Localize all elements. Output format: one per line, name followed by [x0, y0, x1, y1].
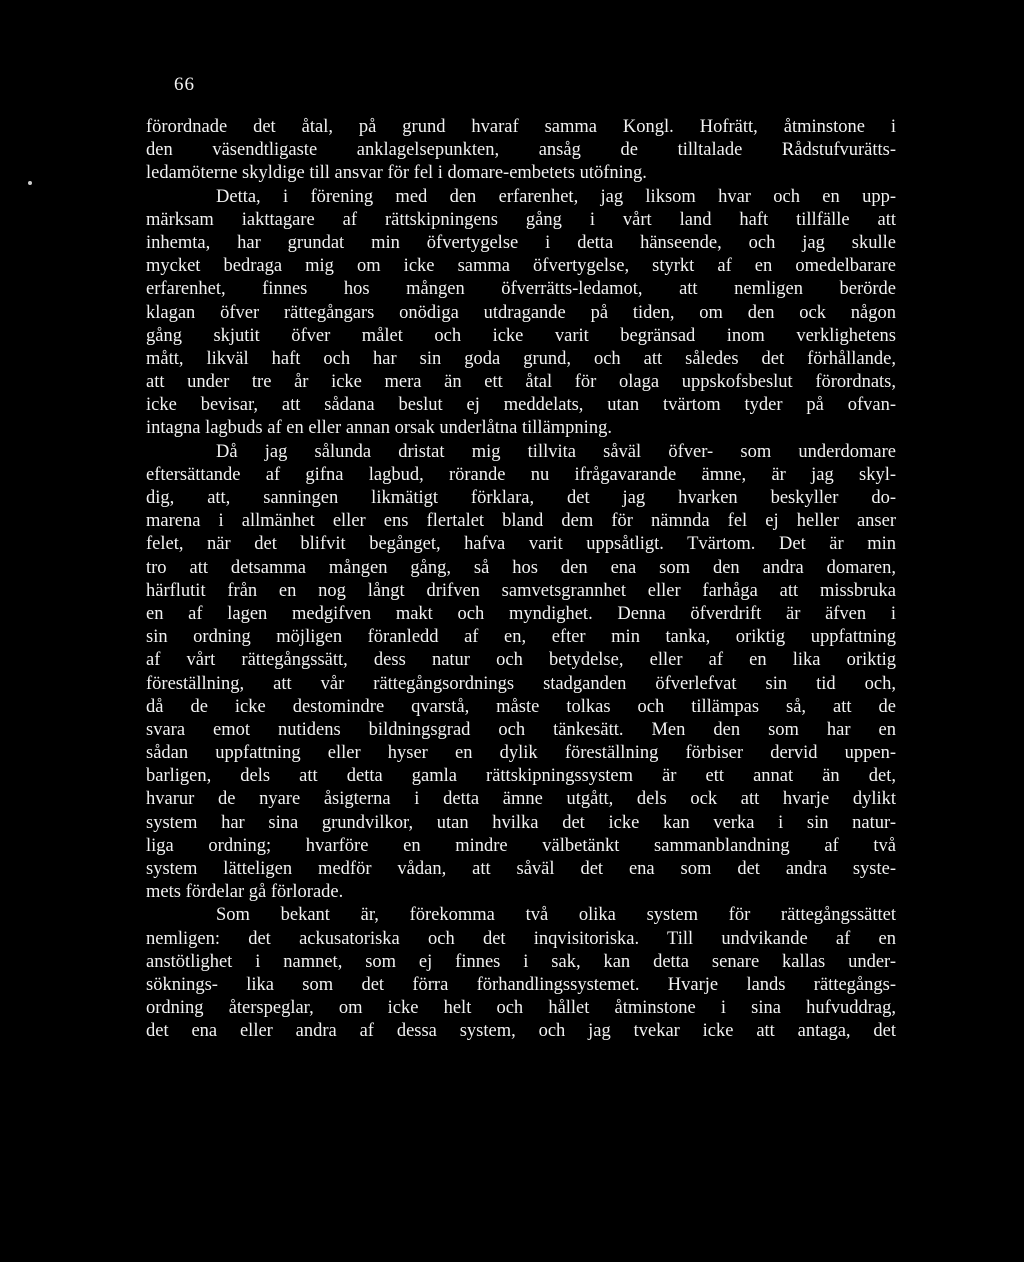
text-line: förordnade det åtal, på grund hvaraf samma Kongl. Hofrätt, åtminstone i: [146, 117, 896, 137]
text-line: af vårt rättegångssätt, dess natur och betydelse, eller af en lika oriktig: [146, 650, 896, 671]
text-line: ordning återspeglar, om icke helt och hållet åtminstone i sina hufvuddrag,: [146, 998, 896, 1019]
text-line: nemligen: det ackusatoriska och det inqvisitoriska. Till undvikande af en: [146, 928, 896, 949]
text-line: då de icke destomindre qvarstå, måste tolkas och tillämpas så, att de: [146, 696, 896, 717]
text-line: marena i allmänhet eller ens flertalet bland dem för nämnda fel ej heller anser: [146, 511, 896, 532]
text-line: mått, likväl haft och har sin goda grund, och att således det förhållande,: [146, 348, 896, 369]
text-line: erfarenhet, finnes hos mången öfverrätts-ledamot, att nemligen berörde: [146, 279, 896, 300]
text-line: sådan uppfattning eller hyser en dylik föreställning förbiser dervid uppen-: [146, 743, 896, 764]
text-line: anstötlighet i namnet, som ej finnes i sak, kan detta senare kallas under-: [146, 951, 896, 972]
text-line: tro att detsamma mången gång, så hos den ena som den andra domaren,: [146, 557, 896, 578]
text-line: ledamöterne skyldige till ansvar för fel i domare-embetets utöfning.: [146, 163, 647, 184]
text-line: Då jag sålunda dristat mig tillvita såväl öfver- som underdomare: [216, 441, 896, 462]
text-line: eftersättande af gifna lagbud, rörande nu ifrågavarande ämne, är jag skyl-: [146, 464, 896, 485]
text-line: att under tre år icke mera än ett åtal för olaga uppskofsbeslut förordnats,: [146, 372, 896, 393]
text-line: system lätteligen medför vådan, att såväl det ena som det andra syste-: [146, 859, 896, 879]
text-line: dig, att, sanningen likmätigt förklara, det jag hvarken beskyller do-: [146, 488, 896, 508]
text-line: intagna lagbuds af en eller annan orsak underlåtna tillämpning.: [146, 418, 612, 439]
text-line: inhemta, har grundat min öfvertygelse i detta hänseende, och jag skulle: [146, 232, 896, 253]
text-line: mets fördelar gå förlorade.: [146, 882, 344, 903]
text-line: den väsendtligaste anklagelsepunkten, ansåg de tilltalade Rådstufvurätts-: [146, 140, 896, 161]
text-line: mycket bedraga mig om icke samma öfvertygelse, styrkt af en omedelbarare: [146, 256, 896, 277]
text-line: föreställning, att vår rättegångsordnings stadganden öfverlefvat sin tid och,: [146, 673, 896, 694]
text-line: härflutit från en nog långt drifven samvetsgrannhet eller farhåga att missbruka: [146, 580, 896, 601]
page-number: 66: [174, 74, 195, 95]
text-line: gång skjutit öfver målet och icke varit begränsad inom verklighetens: [146, 325, 896, 346]
text-line: icke bevisar, att sådana beslut ej meddelats, utan tvärtom tyder på ofvan-: [146, 395, 896, 416]
text-line: klagan öfver rättegångars onödiga utdragande på tiden, om den ock någon: [146, 302, 896, 323]
text-line: märksam iakttagare af rättskipningens gång i vårt land haft tillfälle att: [146, 209, 896, 230]
text-line: det ena eller andra af dessa system, och jag tvekar icke att antaga, det: [146, 1021, 896, 1042]
text-line: svara emot nutidens bildningsgrad och tänkesätt. Men den som har en: [146, 719, 896, 740]
text-line: felet, när det blifvit begånget, hafva varit uppsåtligt. Tvärtom. Det är min: [146, 534, 896, 555]
text-line: liga ordning; hvarföre en mindre välbetänkt sammanblandning af två: [146, 835, 896, 856]
text-line: system har sina grundvilkor, utan hvilka det icke kan verka i sin natur-: [146, 812, 896, 833]
text-line: en af lagen medgifven makt och myndighet. Denna öfverdrift är äfven i: [146, 603, 896, 624]
text-line: barligen, dels att detta gamla rättskipningssystem är ett annat än det,: [146, 766, 896, 787]
text-line: sin ordning möjligen föranledd af en, efter min tanka, oriktig uppfattning: [146, 627, 896, 648]
text-line: Som bekant är, förekomma två olika system för rättegångssättet: [216, 905, 896, 926]
text-line: söknings- lika som det förra förhandlingssystemet. Hvarje lands rättegångs-: [146, 974, 896, 995]
body-text: [146, 116, 896, 1044]
text-line: hvarur de nyare åsigterna i detta ämne utgått, dels ock att hvarje dylikt: [146, 789, 896, 810]
text-line: Detta, i förening med den erfarenhet, jag liksom hvar och en upp-: [216, 186, 896, 207]
margin-speck: [28, 181, 32, 185]
